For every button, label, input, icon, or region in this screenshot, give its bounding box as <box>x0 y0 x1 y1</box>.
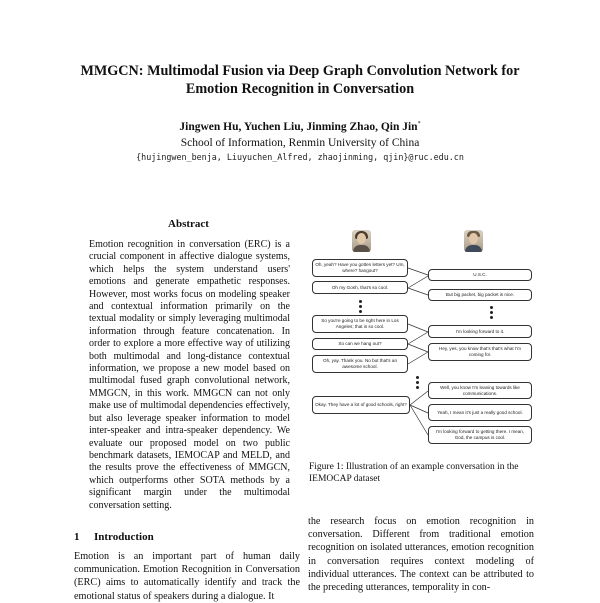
utterance-bubble-right: I'm looking forward to it. <box>428 325 532 338</box>
connector-line <box>408 288 428 295</box>
connector-line <box>408 276 428 288</box>
ellipsis-dots <box>416 376 419 391</box>
connector-line <box>408 268 428 275</box>
utterance-bubble-right: Hey, yes, you know that's that's what I'm coming for. <box>428 343 532 361</box>
author-names: Jingwen Hu, Yuchen Liu, Jinming Zhao, Qin Jin <box>179 121 418 133</box>
section-heading-introduction <box>74 531 154 543</box>
introduction-text: Emotion is an important part of human daily communication. Emotion Recognition in Conversation (ERC) aims to automatically identify and track the emotional status of speakers during a dialogue. It <box>74 551 300 602</box>
connector-line <box>408 324 428 332</box>
figure-caption: Figure 1: Illustration of an example conversation in the IEMOCAP dataset <box>309 462 519 484</box>
section-title: Introduction <box>94 531 154 543</box>
utterance-bubble-right: Well, you know I'm leaning towards like communications. <box>428 382 532 399</box>
affiliation: School of Information, Renmin University of China <box>180 137 420 149</box>
utterance-bubble-right: But big packet, big packet is nice. <box>428 289 532 301</box>
paper-title-line-1: MMGCN: Multimodal Fusion via Deep Graph Convolution Network for <box>80 63 520 79</box>
section-number: 1 <box>74 531 80 543</box>
author-footnote-mark: * <box>417 121 421 128</box>
utterance-bubble-left: Oh my Gosh, that's so cool. <box>312 281 408 294</box>
abstract-text: Emotion recognition in conversation (ERC) is a crucial component in affective dialogue systems, which helps the system understand users' emotions and generate empathetic responses. However, most works focus on modeling speaker and contextual information primarily on the textual modality or simply leveraging multimodal information through feature concatenation. In order to explore a more effective way of utilizing both multimodal and long-distance contextual information, we propose a new model based on multimodal fused graph convolutional network, MMGCN, in this work. MMGCN can not only make use of multimodal dependencies effectively, but also leverage speaker information to model inter-speaker and intra-speaker dependency. We evaluate our proposed model on two public benchmark datasets, IEMOCAP and MELD, and the results prove the effectiveness of MMGCN, which outperforms other SOTA methods by a significant margin under the multimodal conversation setting. <box>89 239 290 511</box>
connector-line <box>408 332 428 344</box>
utterance-bubble-right: U.S.C. <box>428 269 532 281</box>
connector-line <box>408 352 428 364</box>
figure-conversation <box>310 228 534 448</box>
abstract-heading: Abstract <box>168 218 209 230</box>
author-list <box>40 121 560 133</box>
connector-line <box>408 344 428 352</box>
utterance-bubble-right: Yeah, I mean it's just a really good school. <box>428 404 532 421</box>
utterance-bubble-left: Okay. They have a lot of good schools, right? <box>312 396 410 414</box>
utterance-bubble-left: So you're going to be right here in Los Angeles; that is so cool. <box>312 315 408 333</box>
author-emails: {hujingwen_benja, Liuyuchen_Alfred, zhaojinming, qjin}@ruc.edu.cn <box>136 152 464 162</box>
utterance-bubble-left: So can we hang out? <box>312 338 408 350</box>
paper-title <box>40 62 560 98</box>
utterance-bubble-right: I'm looking forward to getting there. I mean, God, the campus is cool. <box>428 426 532 444</box>
right-column-text: the research focus on emotion recognition in conversation. Different from traditional emotion recognition on isolated utterances, emotion recognition in conversation requires context modeling of individual utterances. The context can be attributed to the preceding utterances, temporality in con- <box>308 516 534 594</box>
utterance-bubble-left: Oh, yeah? Have you gotten letters yet? Um, where? hangout? <box>312 259 408 277</box>
paper-title-line-2: Emotion Recognition in Conversation <box>185 81 415 97</box>
connector-line <box>410 405 428 435</box>
male-speaker-avatar <box>464 230 483 252</box>
utterance-bubble-left: Oh, yay. Thank you. No but that's an awesome school. <box>312 355 408 373</box>
ellipsis-dots <box>490 306 493 321</box>
female-speaker-avatar <box>352 230 371 252</box>
ellipsis-dots <box>359 300 362 315</box>
connector-line <box>410 391 428 405</box>
